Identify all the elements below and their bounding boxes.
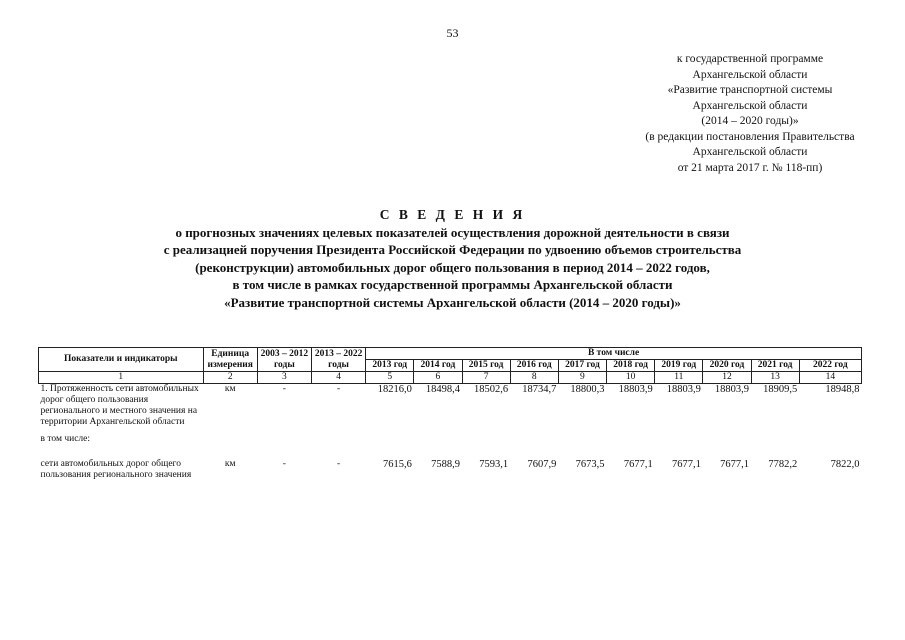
row-value-2014: 7588,9 bbox=[431, 459, 460, 470]
row-value-2020: 18803,9 bbox=[714, 384, 750, 395]
table-row bbox=[39, 428, 862, 459]
appendix-note bbox=[600, 52, 900, 176]
column-number: 5 bbox=[366, 372, 414, 384]
appendix-line: от 21 марта 2017 г. № 118-пп) bbox=[677, 161, 823, 174]
row-value-2022: 18948,8 bbox=[825, 384, 860, 395]
column-number: 10 bbox=[607, 372, 655, 384]
header-period-2013-2022: 2013 – 2022 годы bbox=[311, 348, 365, 372]
row-value-2018: 18803,9 bbox=[618, 384, 653, 395]
row-period-2003-2012: - bbox=[282, 459, 286, 469]
page-number: 53 bbox=[446, 26, 459, 40]
appendix-line: «Развитие транспортной системы bbox=[667, 84, 833, 96]
row-unit: км bbox=[224, 459, 236, 469]
column-number: 6 bbox=[414, 372, 462, 384]
row-value-2019: 18803,9 bbox=[666, 384, 701, 395]
appendix-line: Архангельской области bbox=[692, 99, 808, 112]
row-value-2018: 7677,1 bbox=[623, 459, 653, 470]
title-line: с реализацией поручения Президента Российской Федерации по удвоению объемов строительства bbox=[163, 242, 742, 257]
appendix-line: Архангельской области bbox=[692, 146, 808, 158]
column-number: 4 bbox=[311, 372, 365, 384]
header-year: 2013 год bbox=[366, 360, 414, 372]
header-period-2003-2012: 2003 – 2012 годы bbox=[257, 348, 311, 372]
row-value-2013: 18216,0 bbox=[377, 384, 412, 395]
column-number: 13 bbox=[751, 372, 799, 384]
document-title bbox=[60, 206, 845, 311]
table-row bbox=[39, 459, 862, 481]
header-year: 2017 год bbox=[558, 360, 606, 372]
column-number: 12 bbox=[703, 372, 751, 384]
row-label: 1. Протяженность сети автомобильных дорог общего пользования регионального и местного значения на территории Архангельской области bbox=[40, 384, 199, 427]
appendix-line: Архангельской области bbox=[692, 68, 808, 81]
row-value-2013: 7615,6 bbox=[382, 459, 412, 470]
row-label: в том числе: bbox=[40, 434, 91, 444]
table-row bbox=[39, 384, 862, 429]
header-year: 2014 год bbox=[414, 360, 462, 372]
column-number: 9 bbox=[558, 372, 606, 384]
row-unit: км bbox=[224, 384, 236, 394]
row-value-2015: 18502,6 bbox=[474, 384, 509, 395]
column-number: 7 bbox=[462, 372, 510, 384]
column-number: 14 bbox=[799, 372, 861, 384]
header-year: 2019 год bbox=[655, 360, 703, 372]
column-number: 2 bbox=[203, 372, 257, 384]
column-number: 11 bbox=[655, 372, 703, 384]
header-year: 2022 год bbox=[799, 360, 861, 372]
row-value-2019: 7677,1 bbox=[671, 459, 701, 470]
header-indicators: Показатели и индикаторы bbox=[39, 348, 204, 372]
row-value-2015: 7593,1 bbox=[479, 459, 509, 470]
row-value-2022: 7822,0 bbox=[830, 459, 860, 470]
row-value-2014: 18498,4 bbox=[425, 384, 460, 395]
row-period-2003-2012: - bbox=[282, 384, 286, 394]
title-line: (реконструкции) автомобильных дорог общего пользования в период 2014 – 2022 годов, bbox=[195, 259, 710, 275]
row-label: сети автомобильных дорог общего пользования регионального значения bbox=[40, 459, 192, 480]
row-value-2016: 18734,7 bbox=[522, 384, 557, 395]
column-number: 1 bbox=[39, 372, 204, 384]
title-line: о прогнозных значениях целевых показателей осуществления дорожной деятельности в связи bbox=[175, 224, 730, 240]
header-including: В том числе bbox=[366, 348, 862, 360]
header-year: 2020 год bbox=[703, 360, 751, 372]
column-number: 8 bbox=[510, 372, 558, 384]
appendix-line: (в редакции постановления Правительства bbox=[645, 130, 855, 143]
header-year: 2016 год bbox=[510, 360, 558, 372]
row-period-2013-2022: - bbox=[336, 459, 341, 469]
row-value-2017: 18800,3 bbox=[570, 384, 605, 395]
row-value-2021: 18909,5 bbox=[763, 384, 798, 395]
title-line: «Развитие транспортной системы Архангельской области (2014 – 2020 годы)» bbox=[224, 294, 681, 310]
row-value-2020: 7677,1 bbox=[720, 459, 750, 470]
row-value-2017: 7673,5 bbox=[575, 459, 605, 470]
row-value-2021: 7782,2 bbox=[768, 459, 798, 470]
column-number-row bbox=[39, 372, 862, 384]
indicators-table bbox=[38, 347, 862, 481]
appendix-line: (2014 – 2020 годы)» bbox=[701, 115, 799, 127]
row-value-2016: 7607,9 bbox=[527, 459, 557, 470]
title-heading: С В Е Д Е Н И Я bbox=[379, 207, 526, 222]
header-year: 2021 год bbox=[751, 360, 799, 372]
appendix-line: к государственной программе bbox=[676, 53, 824, 65]
column-number: 3 bbox=[257, 372, 311, 384]
header-year: 2015 год bbox=[462, 360, 510, 372]
header-unit: Единица измерения bbox=[203, 348, 257, 372]
header-year: 2018 год bbox=[607, 360, 655, 372]
title-line: в том числе в рамках государственной программы Архангельской области bbox=[232, 277, 673, 292]
row-period-2013-2022: - bbox=[336, 384, 341, 394]
